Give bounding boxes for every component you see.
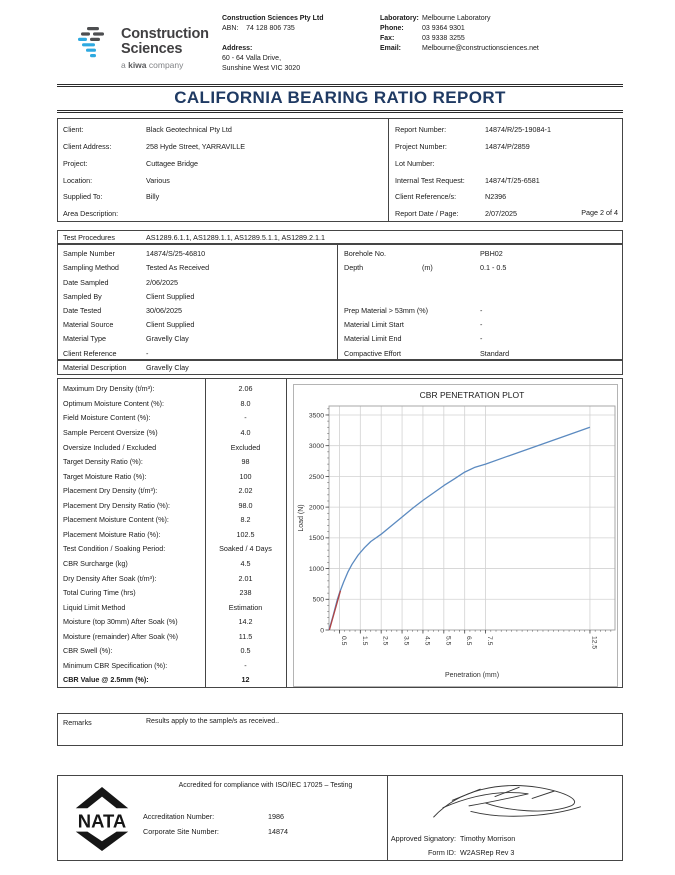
y-tick-label: 1000 xyxy=(308,565,324,573)
nata-section xyxy=(57,775,623,861)
row-value: Estimation xyxy=(228,602,263,612)
test-procedures-row xyxy=(57,230,623,244)
accreditation-number-row xyxy=(143,812,284,821)
row-label: Date Sampled xyxy=(63,277,109,287)
table-row xyxy=(58,346,337,360)
table-row xyxy=(58,600,286,615)
row-label: Placement Dry Density (t/m³): xyxy=(63,486,158,496)
signature-image xyxy=(413,778,603,830)
row-value: 14874/T/25-6581 xyxy=(485,175,540,185)
approved-signatory-value: Timothy Morrison xyxy=(460,834,516,843)
row-label: Test Condition / Soaking Period: xyxy=(63,544,166,554)
row-label: Area Description: xyxy=(63,209,119,219)
row-label: Project Number: xyxy=(395,141,447,151)
test-procedures-value: AS1289.6.1.1, AS1289.1.1, AS1289.5.1.1, AS1289.2.1.1 xyxy=(146,233,326,242)
row-label: Compactive Effort xyxy=(344,348,401,358)
table-row xyxy=(58,469,286,484)
table-row xyxy=(390,189,622,206)
row-label: Placement Moisture Content (%): xyxy=(63,515,169,525)
material-description-row xyxy=(57,360,623,375)
row-label: Sampled By xyxy=(63,291,102,301)
chart-title: CBR PENETRATION PLOT xyxy=(419,390,525,400)
row-label: Target Density Ratio (%): xyxy=(63,457,143,467)
table-row xyxy=(58,673,286,688)
lab-detail-label: Laboratory: xyxy=(380,15,419,22)
company-abn xyxy=(222,24,372,34)
row-value: 2/07/2025 xyxy=(485,209,517,219)
table-row xyxy=(58,397,286,412)
row-value: - xyxy=(244,660,247,670)
row-value: 2.02 xyxy=(238,486,253,496)
client-info-divider xyxy=(388,119,389,221)
table-row xyxy=(338,318,622,332)
x-tick-label: 3.5 xyxy=(402,636,410,646)
table-row xyxy=(338,290,622,304)
table-row xyxy=(58,586,286,601)
row-label: Internal Test Request: xyxy=(395,175,465,185)
lab-detail-label: Phone: xyxy=(380,25,404,32)
logo-wordmark xyxy=(121,27,209,70)
row-label: Report Date / Page: xyxy=(395,209,459,219)
cbr-penetration-chart xyxy=(293,384,618,687)
tagline-pre: a xyxy=(121,60,129,70)
results-table xyxy=(58,382,286,687)
chart-series xyxy=(329,591,340,630)
row-label: Maximum Dry Density (t/m³): xyxy=(63,384,155,394)
row-label: CBR Swell (%): xyxy=(63,646,113,656)
table-row xyxy=(338,304,622,318)
row-value: 2.01 xyxy=(238,573,253,583)
page-title: CALIFORNIA BEARING RATIO REPORT xyxy=(174,88,506,107)
header xyxy=(0,0,675,84)
row-label: Supplied To: xyxy=(63,192,103,202)
row-value: 258 Hyde Street, YARRAVILLE xyxy=(146,141,246,151)
table-row xyxy=(58,629,286,644)
row-label: Client Reference xyxy=(63,348,117,358)
row-value: Cuttagee Bridge xyxy=(146,158,198,168)
lab-detail-value: Melbourne Laboratory xyxy=(422,15,491,22)
row-label: Depth xyxy=(344,263,364,273)
company-name: Construction Sciences Pty Ltd xyxy=(222,15,324,22)
x-tick-label: 0.5 xyxy=(339,636,347,646)
table-row xyxy=(58,455,286,470)
lab-detail-row xyxy=(380,44,610,54)
page-number-label: Page 2 of 4 xyxy=(581,208,618,217)
row-value: N2396 xyxy=(485,192,507,202)
row-value: 8.2 xyxy=(240,515,251,525)
x-tick-label: 4.5 xyxy=(423,636,431,646)
row-label: Report Number: xyxy=(395,125,447,135)
row-label: Sample Percent Oversize (%) xyxy=(63,428,158,438)
row-label: CBR Surcharge (kg) xyxy=(63,558,128,568)
table-row xyxy=(338,346,622,360)
row-value: 14874/P/2859 xyxy=(485,141,530,151)
row-value: 14874/S/25-46810 xyxy=(146,249,206,259)
laboratory-details xyxy=(380,14,610,54)
corporate-site-row xyxy=(143,827,288,836)
row-label: Minimum CBR Specification (%): xyxy=(63,660,168,670)
x-tick-label: 12.5 xyxy=(590,636,598,650)
client-info-left xyxy=(58,122,388,223)
row-value: - xyxy=(146,348,149,358)
accreditation-statement: Accredited for compliance with ISO/IEC 17025 – Testing xyxy=(178,782,353,789)
row-value: 98 xyxy=(241,457,250,467)
lab-detail-row xyxy=(380,34,610,44)
row-label: Target Moisture Ratio (%): xyxy=(63,471,147,481)
row-unit: (m) xyxy=(422,263,433,273)
table-row xyxy=(58,557,286,572)
sample-info-right xyxy=(338,247,622,361)
row-value: Soaked / 4 Days xyxy=(219,544,272,554)
form-id-row xyxy=(388,848,514,857)
construction-sciences-logo-icon xyxy=(78,26,108,59)
row-value: Excluded xyxy=(230,442,261,452)
y-axis-label: Load (N) xyxy=(298,504,305,532)
y-tick-label: 2000 xyxy=(308,504,324,512)
row-value: - xyxy=(480,320,483,330)
table-row xyxy=(58,542,286,557)
y-tick-label: 0 xyxy=(320,627,324,635)
row-value: Client Supplied xyxy=(146,320,195,330)
table-row xyxy=(58,440,286,455)
row-value: 8.0 xyxy=(240,398,251,408)
accreditation-number-label: Accreditation Number: xyxy=(143,812,215,821)
lab-detail-value: 03 9364 9301 xyxy=(422,25,465,32)
table-row xyxy=(58,304,337,318)
y-tick-label: 1500 xyxy=(308,535,324,543)
y-tick-label: 2500 xyxy=(308,473,324,481)
row-value: Billy xyxy=(146,192,160,202)
table-row xyxy=(58,172,388,189)
row-value: 238 xyxy=(239,588,252,598)
tagline-post: company xyxy=(146,60,184,70)
row-label: Moisture (remainder) After Soak (%) xyxy=(63,631,179,641)
table-row xyxy=(58,206,388,223)
row-value: PBH02 xyxy=(480,249,503,259)
table-row xyxy=(58,247,337,261)
form-id-label: Form ID: xyxy=(428,848,456,857)
row-label: Dry Density After Soak (t/m³): xyxy=(63,573,157,583)
material-description-label: Material Description xyxy=(63,363,127,373)
table-row xyxy=(58,527,286,542)
y-tick-label: 500 xyxy=(312,596,324,604)
row-value: 4.0 xyxy=(240,428,251,438)
material-description-value: Gravelly Clay xyxy=(146,363,189,373)
table-row xyxy=(58,275,337,289)
row-label: Client Reference/s: xyxy=(395,192,457,202)
lab-detail-label: Email: xyxy=(380,45,402,52)
row-value: 2/06/2025 xyxy=(146,277,178,287)
y-tick-label: 3000 xyxy=(308,443,324,451)
table-row xyxy=(338,332,622,346)
table-row xyxy=(58,290,337,304)
table-row xyxy=(390,156,622,173)
x-tick-label: 1.5 xyxy=(360,636,368,646)
lab-detail-row xyxy=(380,14,610,24)
lab-detail-row xyxy=(380,24,610,34)
table-row xyxy=(58,318,337,332)
nata-logo-text: NATA xyxy=(77,810,127,832)
row-label: Material Limit End xyxy=(344,334,402,344)
row-label: Material Source xyxy=(63,320,114,330)
row-label: Placement Dry Density Ratio (%): xyxy=(63,500,171,510)
test-procedures-label: Test Procedures xyxy=(63,233,115,242)
table-row xyxy=(58,122,388,139)
row-value: 12 xyxy=(241,675,250,685)
row-value: - xyxy=(480,334,483,344)
row-label: Material Limit Start xyxy=(344,320,404,330)
results-section xyxy=(57,378,623,688)
company-details xyxy=(222,14,372,74)
row-value: 4.5 xyxy=(240,558,251,568)
sample-info-left xyxy=(58,247,337,361)
address-label: Address: xyxy=(222,45,253,52)
row-label: Project: xyxy=(63,158,88,168)
row-label: Prep Material > 53mm (%) xyxy=(344,305,429,315)
table-row xyxy=(390,139,622,156)
tagline-kiwa: kiwa xyxy=(128,60,147,70)
row-value: - xyxy=(244,413,247,423)
x-tick-label: 6.5 xyxy=(465,636,473,646)
table-row xyxy=(58,498,286,513)
client-info-table xyxy=(57,118,623,222)
table-row xyxy=(58,658,286,673)
lab-detail-value: 03 9338 3255 xyxy=(422,35,465,42)
header-divider-bottom xyxy=(57,110,623,113)
table-row xyxy=(58,411,286,426)
abn-label: ABN: xyxy=(222,25,239,32)
corporate-site-value: 14874 xyxy=(268,827,288,836)
table-row xyxy=(390,122,622,139)
row-label: Field Moisture Content (%): xyxy=(63,413,151,423)
x-axis-label: Penetration (mm) xyxy=(444,672,500,679)
table-row xyxy=(58,484,286,499)
row-label: Moisture (top 30mm) After Soak (%) xyxy=(63,617,178,627)
abn-value: 74 128 806 735 xyxy=(246,25,295,32)
row-value: 11.5 xyxy=(238,631,253,641)
lab-detail-value: Melbourne@constructionsciences.net xyxy=(422,45,539,52)
logo-line1: Construction xyxy=(121,26,209,42)
nata-logo xyxy=(68,785,136,851)
table-row xyxy=(58,644,286,659)
table-row xyxy=(338,261,622,275)
x-tick-label: 5.5 xyxy=(444,636,452,646)
row-label: Client: xyxy=(63,125,84,135)
row-value: 0.5 xyxy=(240,646,251,656)
row-label: Lot Number: xyxy=(395,158,435,168)
row-label: Location: xyxy=(63,175,93,185)
row-value: - xyxy=(480,305,483,315)
corporate-site-label: Corporate Site Number: xyxy=(143,827,219,836)
row-value: Client Supplied xyxy=(146,291,195,301)
row-value: 98.0 xyxy=(238,500,253,510)
table-row xyxy=(58,139,388,156)
table-row xyxy=(338,275,622,289)
approved-signatory-label: Approved Signatory: xyxy=(390,834,456,843)
table-row xyxy=(390,172,622,189)
row-label: CBR Value @ 2.5mm (%): xyxy=(63,675,149,685)
row-value: Standard xyxy=(480,348,510,358)
table-row xyxy=(338,247,622,261)
table-row xyxy=(58,332,337,346)
row-value: Gravelly Clay xyxy=(146,334,189,344)
row-value: 100 xyxy=(239,471,252,481)
row-value: 30/06/2025 xyxy=(146,305,182,315)
row-label: Placement Moisture Ratio (%): xyxy=(63,529,161,539)
row-value: Various xyxy=(146,175,170,185)
row-label: Date Tested xyxy=(63,305,102,315)
row-label: Liquid Limit Method xyxy=(63,602,126,612)
approved-signatory-row xyxy=(388,834,515,843)
row-label: Total Curing Time (hrs) xyxy=(63,588,136,598)
y-tick-label: 3500 xyxy=(308,412,324,420)
row-label: Client Address: xyxy=(63,141,112,151)
row-value: 14874/R/25-19084-1 xyxy=(485,125,551,135)
table-row xyxy=(58,382,286,397)
results-chart-divider xyxy=(286,379,287,687)
row-label: Optimum Moisture Content (%): xyxy=(63,398,165,408)
header-divider-top xyxy=(57,84,623,87)
x-tick-label: 2.5 xyxy=(381,636,389,646)
row-value: 0.1 - 0.5 xyxy=(480,263,507,273)
address-line2: Sunshine West VIC 3020 xyxy=(222,65,301,72)
accreditation-number-value: 1986 xyxy=(268,812,284,821)
remarks-label: Remarks xyxy=(63,718,92,727)
row-label: Borehole No. xyxy=(344,249,386,259)
row-value: 102.5 xyxy=(236,529,255,539)
table-row xyxy=(58,189,388,206)
logo-line2: Sciences xyxy=(121,41,183,57)
table-row xyxy=(58,615,286,630)
x-tick-label: 7.5 xyxy=(486,636,494,646)
table-row xyxy=(58,156,388,173)
row-label: Sampling Method xyxy=(63,263,119,273)
row-label: Oversize Included / Excluded xyxy=(63,442,157,452)
sample-info-table xyxy=(57,244,623,360)
remarks-text: Results apply to the sample/s as received.. xyxy=(146,718,280,725)
table-row xyxy=(58,513,286,528)
row-label: Material Type xyxy=(63,334,107,344)
table-row xyxy=(58,426,286,441)
row-label: Sample Number xyxy=(63,249,115,259)
remarks-section xyxy=(57,713,623,746)
row-value: 14.2 xyxy=(238,617,253,627)
row-value: 2.06 xyxy=(238,384,253,394)
address-line1: 60 - 64 Valla Drive, xyxy=(222,55,282,62)
row-value: Tested As Received xyxy=(146,263,210,273)
form-id-value: W2ASRep Rev 3 xyxy=(460,848,515,857)
table-row xyxy=(58,261,337,275)
table-row xyxy=(58,571,286,586)
lab-detail-label: Fax: xyxy=(380,35,395,42)
logo-tagline xyxy=(121,60,209,70)
row-value: Black Geotechnical Pty Ltd xyxy=(146,125,232,135)
